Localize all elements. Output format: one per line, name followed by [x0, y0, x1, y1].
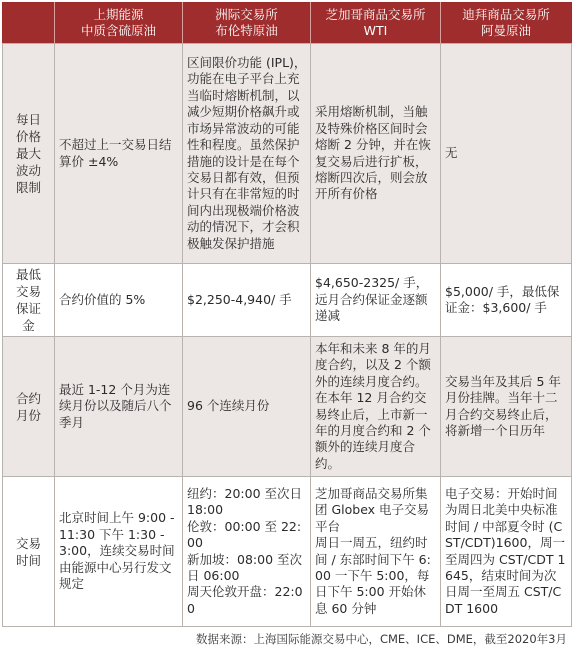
table-cell: 最近 1-12 个月为连续月份以及随后八个季月 [55, 337, 183, 477]
row-label: 合约月份 [3, 337, 55, 477]
table-cell: $4,650-2325/ 手，远月合约保证金逐额递减 [311, 264, 441, 337]
header-ice: 洲际交易所 布伦特原油 [183, 3, 311, 44]
table-cell: 区间限价功能 (IPL)，功能在电子平台上充当临时熔断机制，以减少短期价格飙升或市场异常波动的可能性和程度。虽然保护措施的设计是在每个交易日都有效，但预计只有在非常短的时间内出现极端价格波动的情况下，才会积极触发保护措施 [183, 44, 311, 264]
table-cell: 不超过上一交易日结算价 ±4% [55, 44, 183, 264]
row-label: 交易时间 [3, 477, 55, 627]
table-cell: 纽约：20:00 至次日 18:00 伦敦：00:00 至 22:00 新加坡：08:00 至次日 06:00 周天伦敦开盘：22:00 [183, 477, 311, 627]
table-cell: 合约价值的 5% [55, 264, 183, 337]
table-cell: 交易当年及其后 5 年月份挂牌。当年十二月合约交易终止后，将新增一个日历年 [441, 337, 572, 477]
header-corner [3, 3, 55, 44]
comparison-table [2, 2, 572, 627]
source-note: 数据来源：上海国际能源交易中心，CME、ICE、DME，截至2020年3月 [195, 632, 567, 646]
table-cell: 芝加哥商品交易所集团 Globex 电子交易平台 周日一周五，纽约时间 / 东部时间下午 6:00 一下午 5:00，每日下午 5:00 开始休息 60 分钟 [311, 477, 441, 627]
table-cell: 无 [441, 44, 572, 264]
header-dme: 迪拜商品交易所 阿曼原油 [441, 3, 572, 44]
table-cell: 电子交易：开始时间为周日北美中央标准时间 / 中部夏令时 (CST/CDT)1600，周一至周四为 CST/CDT 1645，结束时间为次日周一至周五 CST/CDT 1600 [441, 477, 572, 627]
header-ine: 上期能源 中质含硫原油 [55, 3, 183, 44]
row-contract-months [3, 337, 572, 477]
table-cell: $5,000/ 手，最低保证金：$3,600/ 手 [441, 264, 572, 337]
header-cme: 芝加哥商品交易所 WTI [311, 3, 441, 44]
table-cell: 采用熔断机制，当触及特殊价格区间时会熔断 2 分钟，并在恢复交易后进行扩板，熔断四次后，则会放开所有价格 [311, 44, 441, 264]
header-row [3, 3, 572, 44]
row-label: 最低交易保证金 [3, 264, 55, 337]
row-label: 每日价格最大波动限制 [3, 44, 55, 264]
row-price-limit [3, 44, 572, 264]
row-trading-hours [3, 477, 572, 627]
table-cell: 96 个连续月份 [183, 337, 311, 477]
table-cell: 本年和未来 8 年的月度合约，以及 2 个额外的连续月度合约。在本年 12 月合约交易终止后，上市新一年的月度合约和 2 个额外的连续月度合约。 [311, 337, 441, 477]
table-cell: 北京时间上午 9:00 - 11:30 下午 1:30 - 3:00，连续交易时间由能源中心另行发文规定 [55, 477, 183, 627]
row-margin [3, 264, 572, 337]
table-cell: $2,250-4,940/ 手 [183, 264, 311, 337]
